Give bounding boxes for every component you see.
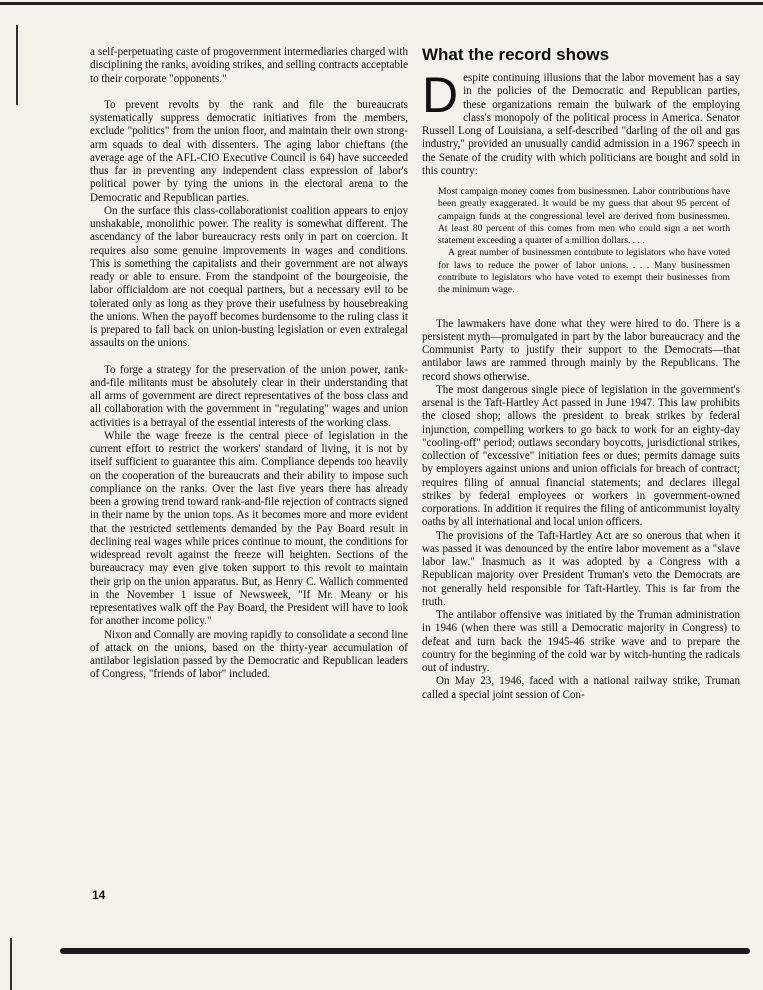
section-heading: What the record shows [422,45,610,64]
paragraph-text: espite continuing illusions that the labor movement has a say in the policies of the Democratic and Republican parties, these organizations remain the bulwark of the employing class's monopoly of the political process in America. Senator Russell Long of Louisiana, a self-described "darling of the oil and gas industry," provided an unusually candid admission in a 1967 speech in the Senate of the crudity with which politicians are bought and sold in this country: [422,72,740,177]
drop-cap: D [422,67,459,123]
quote-paragraph: A great number of businessmen contribute to legislators who have voted for laws to reduce the power of labor unions. . . . Many businessmen contribute to legislators who have voted to exempt their businesses from the minimum wage. [438,247,730,296]
right-column [422,46,740,702]
paragraph: On the surface this class-collaborationist coalition appears to enjoy unshakable, monolithic power. The reality is somewhat different. The ascendancy of the labor bureaucracy rests only in part on coercion. It requires also some genuine improvements in wages and conditions. This is something the capitalists and their government are not always ready or able to ensure. From the standpoint of the bourgeoisie, the labor officialdom are not coequal partners, but a necessary evil to be tolerated only as long as they prove their usefulness by housebreaking the unions. When the payoff becomes burdensome to the ruling class it is prepared to fall back on union-busting legislation or even extralegal assaults on the unions. [90,204,408,350]
paragraph: a self-perpetuating caste of progovernment intermediaries charged with disciplining the ranks, avoiding strikes, and selling contracts acceptable to their corporate "opponents." [90,46,408,85]
margin-mark [16,25,18,105]
page-number: 14 [92,888,106,902]
paragraph: The antilabor offensive was initiated by the Truman administration in 1946 (when there was still a Democratic majority in Congress) to defeat and turn back the 1945-46 strike wave and to prepare the country for the beginning of the cold war by witch-hunting the radicals out of industry. [422,609,740,675]
block-quote [438,186,730,297]
paragraph: To forge a strategy for the preservation of the union power, rank-and-file militants must be absolutely clear in their understanding that all arms of government are direct representatives of the boss class and all collaboration with the government in "regulating" wages and union activities is a betrayal of the essential interests of the working class. [90,363,408,429]
paragraph: The most dangerous single piece of legislation in the government's arsenal is the Taft-Hartley Act passed in June 1947. This law prohibits the closed shop; allows the president to break strikes by federal injunction, compelling workers to go back to work for an eighty-day "cooling-off" period; outlaws secondary boycotts, jurisdictional strikes, collection of "excessive" initiation fees or dues; permits damage suits by employers against unions and union officials for breach of contract; requires filing of annual financial statements; and declares illegal strikes by federal employees or workers in government-owned corporations. In addition it requires the filing of anticommunist loyalty oaths by all international and local union officers. [422,383,740,529]
paragraph: To prevent revolts by the rank and file the bureaucrats systematically suppress democratic initiatives from the members, exclude "politics" from the union floor, and maintain their own strong-arm squads to deal with dissenters. The aging labor chieftans (the average age of the AFL-CIO Executive Council is 64) have succeeded thus far in preventing any independent class expression of labor's political power by tying the unions in the electoral arena to the Democratic and Republican parties. [90,98,408,204]
paragraph: The provisions of the Taft-Hartley Act are so onerous that when it was passed it was denounced by the entire labor movement as a "slave labor law." Inasmuch as it was adopted by a Congress with a Republican majority over President Truman's veto the Democrats are not generally held responsible for Taft-Hartley. This is far from the truth. [422,529,740,608]
paragraph [422,67,740,178]
left-column [90,46,408,682]
margin-mark [10,938,12,990]
paragraph: On May 23, 1946, faced with a national railway strike, Truman called a special joint session of Con- [422,675,740,701]
quote-paragraph: Most campaign money comes from businessmen. Labor contributions have been greatly exaggerated. It would be my guess that about 95 percent of campaign funds at the congressional level are derived from businessmen. At least 80 percent of this comes from men who could sign a net worth statement exceeding a quarter of a million dollars. . . . [438,186,730,247]
top-rule [0,2,763,5]
paragraph: While the wage freeze is the central piece of legislation in the current effort to restrict the workers' standard of living, it is not by itself sufficient to guarantee this aim. Compliance depends too heavily on the cooperation of the bureaucrats and their ability to impose such compliance on the ranks. Over the last five years there has already been a growing trend toward rank-and-file rejection of contracts signed in their name by the union tops. As it becomes more and more evident that the restricted settlements demanded by the Pay Board result in declining real wages while prices continue to mount, the conditions for widespread revolt against the freeze will heighten. Sections of the bureaucracy may even give token support to this revolt to maintain their grip on the union apparatus. But, as Henry C. Wallich commented in the November 1 issue of Newsweek, "If Mr. Meany or his representatives walk off the Pay Board, the President will have to look for another income policy." [90,429,408,628]
paragraph: Nixon and Connally are moving rapidly to consolidate a second line of attack on the unions, based on the thirty-year accumulation of antilabor legislation passed by the Democratic and Republican leaders of Congress, "friends of labor" included. [90,628,408,681]
paragraph: The lawmakers have done what they were hired to do. There is a persistent myth—promulgated in part by the labor bureaucracy and the Communist Party to justify their support to the Democrats—that antilabor laws are rammed through mainly by the Republicans. The record shows otherwise. [422,317,740,383]
bottom-rule [60,948,750,954]
